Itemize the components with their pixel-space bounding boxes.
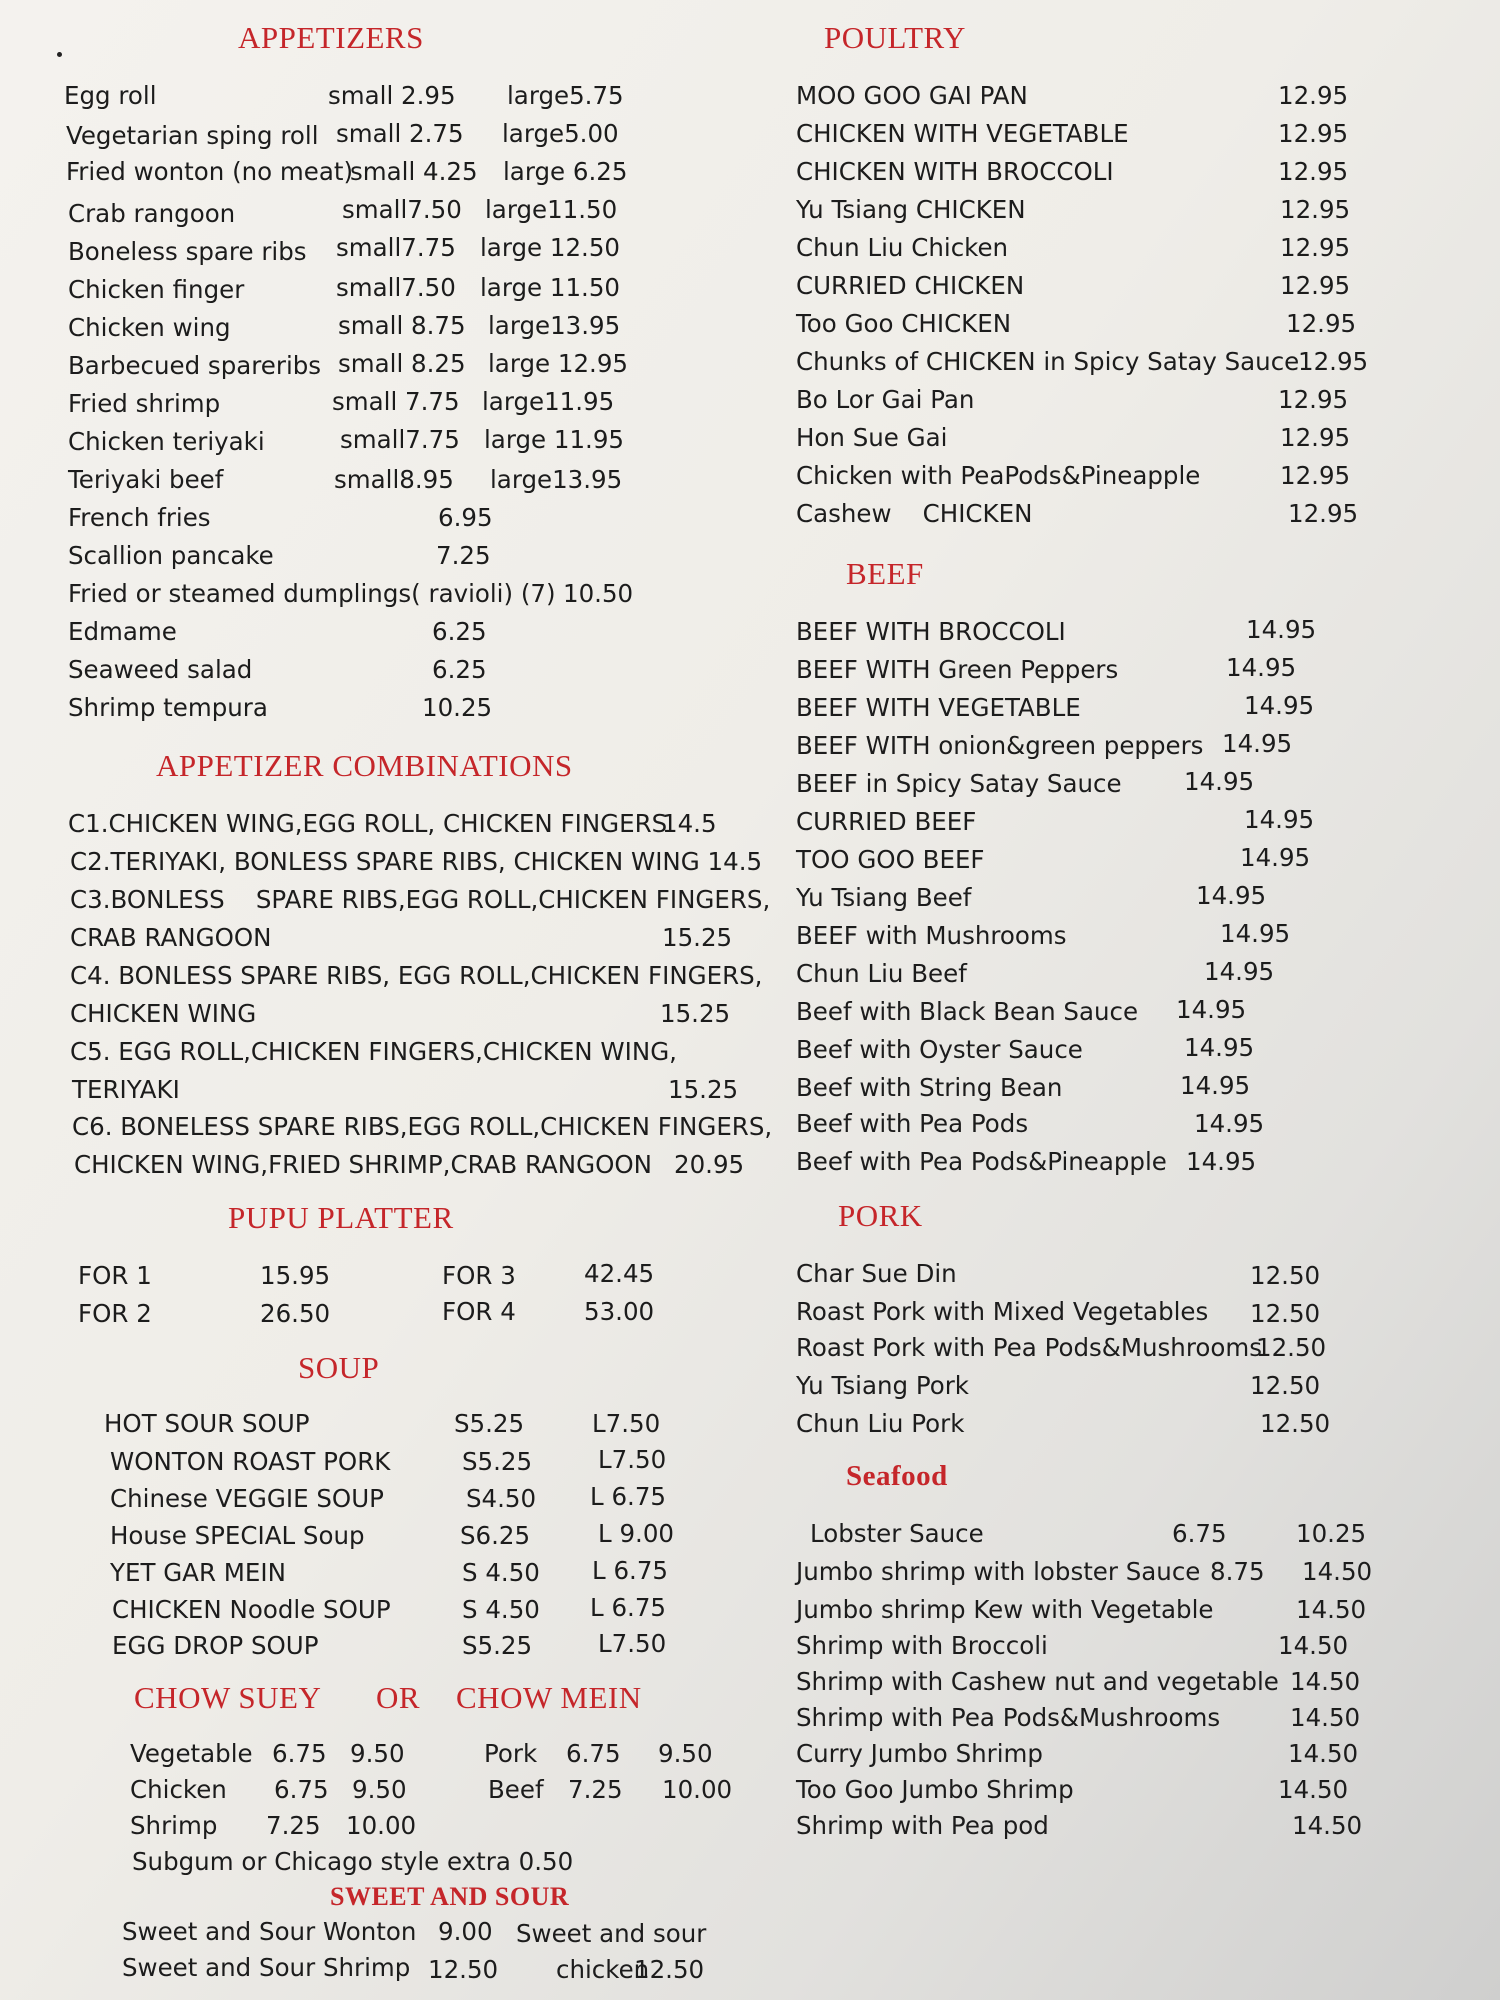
item-name: Yu Tsiang Pork [796, 1371, 969, 1400]
item-large-price: large13.95 [490, 465, 623, 494]
item-name: CHICKEN WITH VEGETABLE [796, 119, 1129, 148]
appetizers-heading: APPETIZERS [238, 20, 424, 55]
item-price: 6.25 [432, 655, 487, 684]
item-name: Crab rangoon [68, 199, 236, 228]
item-name: Beef with Pea Pods&Pineapple [796, 1147, 1167, 1176]
item-name: CHICKEN Noodle SOUP [112, 1595, 391, 1624]
chow-small-price: 6.75 [566, 1739, 621, 1768]
item-large-price: large11.50 [485, 195, 618, 224]
item-small-price: 6.75 [1172, 1519, 1227, 1548]
item-name: Teriyaki beef [68, 465, 224, 494]
item-name: BEEF WITH VEGETABLE [796, 693, 1081, 722]
item-name: Egg roll [64, 81, 157, 110]
item-name: Jumbo shrimp with lobster Sauce [796, 1557, 1201, 1586]
item-price: 14.95 [1222, 729, 1293, 758]
item-name: Edmame [68, 617, 177, 646]
pupu-price-2: 26.50 [260, 1299, 331, 1328]
item-price: 10.50 [563, 579, 634, 608]
item-name: Beef with Oyster Sauce [796, 1035, 1083, 1064]
item-price: 12.95 [1280, 195, 1351, 224]
item-price: 14.50 [1278, 1775, 1349, 1804]
item-large-price: large13.95 [488, 311, 621, 340]
item-price: 14.50 [1290, 1667, 1361, 1696]
item-price: 12.95 [1278, 157, 1349, 186]
item-name: Too Goo Jumbo Shrimp [796, 1775, 1074, 1804]
combo-price: 15.25 [660, 999, 731, 1028]
item-price: 6.95 [438, 503, 493, 532]
combo-line: C1.CHICKEN WING,EGG ROLL, CHICKEN FINGERS [68, 809, 668, 838]
item-price: 14.95 [1246, 615, 1317, 644]
item-name: Jumbo shrimp Kew with Vegetable [796, 1595, 1214, 1624]
item-name: MOO GOO GAI PAN [796, 81, 1028, 110]
item-price: 14.95 [1176, 995, 1247, 1024]
item-price: 14.95 [1240, 843, 1311, 872]
item-price: 7.25 [436, 541, 491, 570]
item-price: 6.25 [432, 617, 487, 646]
item-large-price: large 12.95 [488, 349, 629, 378]
item-name: Char Sue Din [796, 1259, 957, 1288]
item-price: 12.95 [1280, 233, 1351, 262]
item-price: 12.50 [1250, 1261, 1321, 1290]
item-large-price: L 6.75 [592, 1556, 668, 1585]
chow-large-price: 10.00 [346, 1811, 417, 1840]
item-name: Chun Liu Pork [796, 1409, 965, 1438]
item-price: 12.95 [1278, 119, 1349, 148]
chow-item-name: Chicken [130, 1775, 227, 1804]
item-price: 12.95 [1280, 271, 1351, 300]
item-name: Yu Tsiang Beef [796, 883, 972, 912]
item-name: Chun Liu Chicken [796, 233, 1009, 262]
item-price: 14.95 [1186, 1147, 1257, 1176]
item-name: French fries [68, 503, 211, 532]
item-small-price: S5.25 [454, 1409, 525, 1438]
item-name: Yu Tsiang CHICKEN [796, 195, 1026, 224]
item-name: Shrimp with Pea pod [796, 1811, 1049, 1840]
item-name: Cashew CHICKEN [796, 499, 1033, 528]
item-large-price: large5.75 [507, 81, 624, 110]
item-name: CURRIED CHICKEN [796, 271, 1025, 300]
item-price: 14.50 [1288, 1739, 1359, 1768]
item-name: Beef with String Bean [796, 1073, 1063, 1102]
combo-price: 15.25 [662, 923, 733, 952]
chow-note: Subgum or Chicago style extra 0.50 [132, 1847, 574, 1876]
chow-small-price: 7.25 [266, 1811, 321, 1840]
sweet-sour-chicken-line1: Sweet and sour [516, 1919, 707, 1948]
item-name: Hon Sue Gai [796, 423, 948, 452]
item-large-price: large5.00 [502, 119, 619, 148]
item-name: BEEF with Mushrooms [796, 921, 1067, 950]
chow-item-name: Vegetable [130, 1739, 253, 1768]
item-name: Chicken wing [68, 313, 231, 342]
item-large-price: large 12.50 [480, 233, 621, 262]
pupu-price-3: 42.45 [584, 1259, 655, 1288]
chow-large-price: 9.50 [352, 1775, 407, 1804]
sweet-sour-shrimp-price: 12.50 [428, 1955, 499, 1984]
pork-heading: PORK [838, 1198, 923, 1233]
combinations-heading: APPETIZER COMBINATIONS [156, 748, 573, 783]
item-name: TOO GOO BEEF [796, 845, 985, 874]
item-name: WONTON ROAST PORK [110, 1447, 391, 1476]
item-price: 14.95 [1220, 919, 1291, 948]
chow-large-price: 10.00 [662, 1775, 733, 1804]
item-name: CHICKEN WITH BROCCOLI [796, 157, 1114, 186]
item-small-price: small 2.75 [336, 119, 464, 148]
item-price: 14.95 [1244, 691, 1315, 720]
item-small-price: small 8.25 [338, 349, 466, 378]
item-price: 14.50 [1292, 1811, 1363, 1840]
item-small-price: small 2.95 [328, 81, 456, 110]
item-price: 10.25 [422, 693, 493, 722]
pupu-for-1: FOR 1 [78, 1261, 152, 1290]
item-small-price: small7.75 [340, 425, 460, 454]
item-price: 12.95 [1278, 385, 1349, 414]
item-price: 14.95 [1184, 767, 1255, 796]
item-name: EGG DROP SOUP [112, 1631, 319, 1660]
item-name: Fried wonton (no meat) [66, 157, 354, 186]
item-small-price: S6.25 [460, 1521, 531, 1550]
item-small-price: small8.95 [334, 465, 454, 494]
item-price: 14.95 [1194, 1109, 1265, 1138]
pupu-for-2: FOR 2 [78, 1299, 152, 1328]
item-large-price: large 11.95 [484, 425, 625, 454]
item-price: 12.95 [1298, 347, 1369, 376]
sweet-sour-wonton: Sweet and Sour Wonton [122, 1917, 417, 1946]
chow-small-price: 6.75 [274, 1775, 329, 1804]
item-name: Vegetarian sping roll [66, 121, 319, 150]
combo-line: CRAB RANGOON [70, 923, 272, 952]
chow-item-name: Beef [488, 1775, 544, 1804]
sweet-sour-chicken-price: 12.50 [634, 1955, 705, 1984]
item-large-price: L7.50 [598, 1445, 667, 1474]
item-name: Chunks of CHICKEN in Spicy Satay Sauce [796, 347, 1300, 376]
combo-line: C3.BONLESS SPARE RIBS,EGG ROLL,CHICKEN FINGERS, [70, 885, 771, 914]
item-price: 12.95 [1280, 461, 1351, 490]
chow-or-heading: OR [376, 1680, 421, 1715]
item-name: Chicken finger [68, 275, 245, 304]
item-name: Beef with Black Bean Sauce [796, 997, 1139, 1026]
combo-line: C2.TERIYAKI, BONLESS SPARE RIBS, CHICKEN WING 14.5 [70, 847, 763, 876]
item-name: Boneless spare ribs [68, 237, 307, 266]
chow-small-price: 6.75 [272, 1739, 327, 1768]
item-price: 14.95 [1196, 881, 1267, 910]
item-name: Beef with Pea Pods [796, 1109, 1029, 1138]
sweet-sour-heading: SWEET AND SOUR [330, 1882, 570, 1911]
item-name: House SPECIAL Soup [110, 1521, 365, 1550]
item-name: Fried or steamed dumplings( ravioli) (7) [68, 579, 556, 608]
combo-line: CHICKEN WING [70, 999, 257, 1028]
item-large-price: large 11.50 [480, 273, 621, 302]
chow-item-name: Pork [484, 1739, 538, 1768]
item-name: Fried shrimp [68, 389, 221, 418]
item-small-price: S 4.50 [462, 1558, 540, 1587]
item-price: 12.95 [1288, 499, 1359, 528]
combo-price: 15.25 [668, 1075, 739, 1104]
item-name: HOT SOUR SOUP [104, 1409, 310, 1438]
item-small-price: small 7.75 [332, 387, 460, 416]
pupu-for-3: FOR 3 [442, 1261, 516, 1290]
item-price: 12.95 [1280, 423, 1351, 452]
combo-line: TERIYAKI [72, 1075, 180, 1104]
item-large-price: L 6.75 [590, 1593, 666, 1622]
chow-mein-heading: CHOW MEIN [456, 1680, 642, 1715]
item-price: 12.50 [1256, 1333, 1327, 1362]
item-name: Bo Lor Gai Pan [796, 385, 975, 414]
item-price: 12.95 [1278, 81, 1349, 110]
item-name: Curry Jumbo Shrimp [796, 1739, 1043, 1768]
item-large-price: large 6.25 [503, 157, 628, 186]
chow-suey-heading: CHOW SUEY [134, 1680, 322, 1715]
item-name: YET GAR MEIN [110, 1558, 286, 1587]
item-large-price: large11.95 [482, 387, 615, 416]
item-name: Chicken teriyaki [68, 427, 265, 456]
item-price: 14.50 [1296, 1595, 1367, 1624]
item-name: Shrimp with Broccoli [796, 1631, 1048, 1660]
item-small-price: S5.25 [462, 1631, 533, 1660]
item-price: 12.50 [1250, 1371, 1321, 1400]
seafood-heading: Seafood [846, 1460, 948, 1492]
combo-line: C5. EGG ROLL,CHICKEN FINGERS,CHICKEN WING, [70, 1037, 677, 1066]
item-price: 12.50 [1260, 1409, 1331, 1438]
item-name: Roast Pork with Pea Pods&Mushrooms [796, 1333, 1262, 1362]
item-name: Shrimp with Cashew nut and vegetable [796, 1667, 1279, 1696]
item-price: 10.25 [1296, 1519, 1367, 1548]
combo-line: CHICKEN WING,FRIED SHRIMP,CRAB RANGOON [74, 1150, 652, 1179]
item-small-price: small7.50 [336, 273, 456, 302]
sweet-sour-shrimp: Sweet and Sour Shrimp [122, 1953, 411, 1982]
item-name: Seaweed salad [68, 655, 253, 684]
item-name: Shrimp tempura [68, 693, 268, 722]
item-name: BEEF in Spicy Satay Sauce [796, 769, 1122, 798]
item-name: Chicken with PeaPods&Pineapple [796, 461, 1201, 490]
item-small-price: small 8.75 [338, 311, 466, 340]
soup-heading: SOUP [298, 1350, 380, 1385]
item-large-price: L7.50 [598, 1629, 667, 1658]
item-name: Lobster Sauce [810, 1519, 984, 1548]
item-price: 14.95 [1184, 1033, 1255, 1062]
pupu-price-1: 15.95 [260, 1261, 331, 1290]
item-price: 12.95 [1286, 309, 1357, 338]
item-small-price: small 4.25 [350, 157, 478, 186]
item-small-price: small7.50 [342, 195, 462, 224]
item-large-price: L7.50 [592, 1409, 661, 1438]
item-price: 14.95 [1244, 805, 1315, 834]
chow-large-price: 9.50 [658, 1739, 713, 1768]
item-small-price: S5.25 [462, 1447, 533, 1476]
pupu-platter-heading: PUPU PLATTER [228, 1200, 454, 1235]
item-small-price: S4.50 [466, 1484, 537, 1513]
item-price: 14.95 [1226, 653, 1297, 682]
chow-large-price: 9.50 [350, 1739, 405, 1768]
item-name: Roast Pork with Mixed Vegetables [796, 1297, 1209, 1326]
item-small-price: 8.75 [1210, 1557, 1265, 1586]
item-large-price: L 9.00 [598, 1519, 674, 1548]
pupu-price-4: 53.00 [584, 1297, 655, 1326]
combo-price: 14.5 [662, 809, 717, 838]
speck-dot [57, 52, 62, 57]
poultry-heading: POULTRY [824, 20, 966, 55]
item-price: 14.50 [1302, 1557, 1373, 1586]
item-name: BEEF WITH BROCCOLI [796, 617, 1066, 646]
item-price: 14.50 [1278, 1631, 1349, 1660]
item-price: 14.50 [1290, 1703, 1361, 1732]
item-small-price: small7.75 [336, 233, 456, 262]
item-price: 14.95 [1180, 1071, 1251, 1100]
item-name: Barbecued spareribs [68, 351, 322, 380]
item-name: Chinese VEGGIE SOUP [110, 1484, 384, 1513]
item-name: BEEF WITH Green Peppers [796, 655, 1119, 684]
pupu-for-4: FOR 4 [442, 1297, 516, 1326]
item-name: Shrimp with Pea Pods&Mushrooms [796, 1703, 1221, 1732]
item-name: CURRIED BEEF [796, 807, 977, 836]
item-name: Chun Liu Beef [796, 959, 967, 988]
combo-line: C4. BONLESS SPARE RIBS, EGG ROLL,CHICKEN FINGERS, [70, 961, 763, 990]
sweet-sour-chicken-line2: chicken [556, 1955, 650, 1984]
item-name: Scallion pancake [68, 541, 274, 570]
chow-small-price: 7.25 [568, 1775, 623, 1804]
combo-price: 20.95 [674, 1150, 745, 1179]
chow-item-name: Shrimp [130, 1811, 218, 1840]
item-name: BEEF WITH onion&green peppers [796, 731, 1204, 760]
item-price: 12.50 [1250, 1299, 1321, 1328]
beef-heading: BEEF [846, 556, 924, 591]
item-large-price: L 6.75 [590, 1482, 666, 1511]
item-small-price: S 4.50 [462, 1595, 540, 1624]
item-price: 14.95 [1204, 957, 1275, 986]
sweet-sour-wonton-price: 9.00 [438, 1917, 493, 1946]
item-name: Too Goo CHICKEN [796, 309, 1012, 338]
combo-line: C6. BONELESS SPARE RIBS,EGG ROLL,CHICKEN FINGERS, [72, 1112, 773, 1141]
